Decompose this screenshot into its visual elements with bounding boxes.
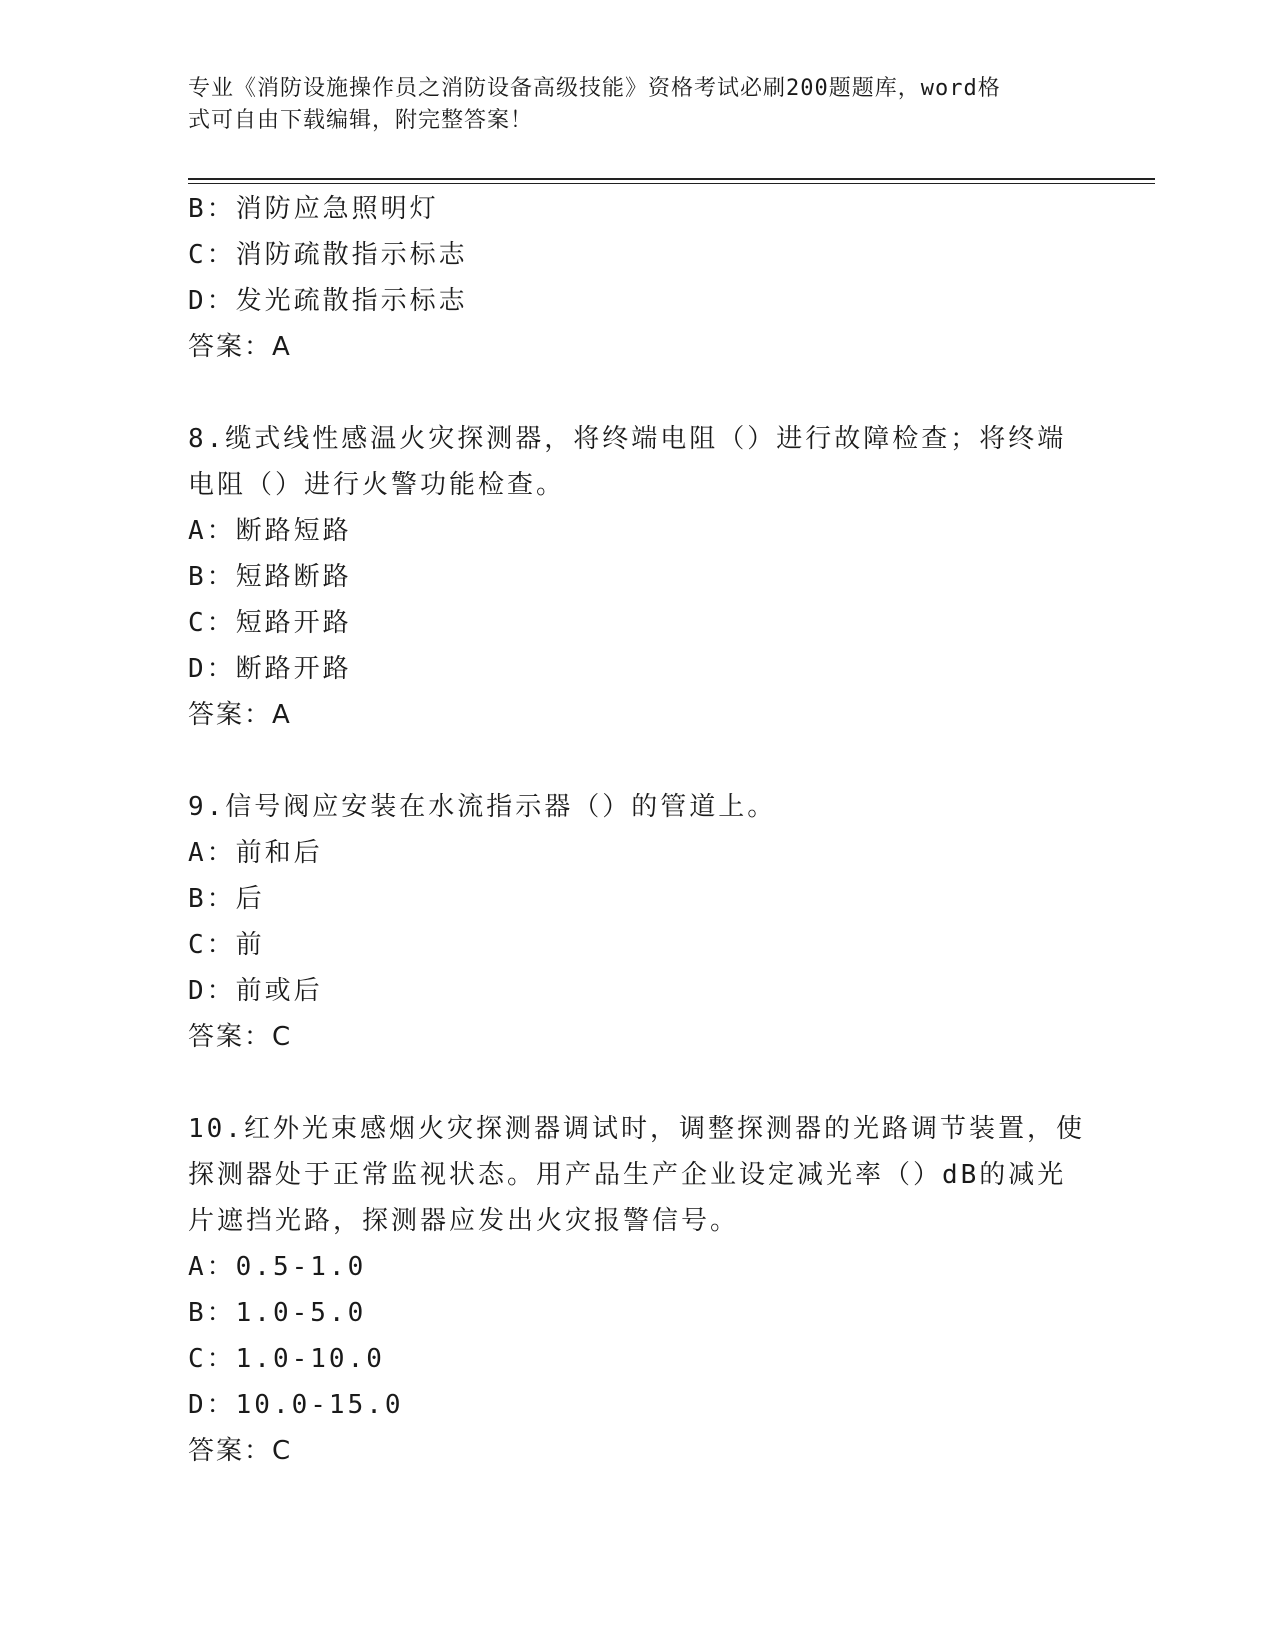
question-text: 8.缆式线性感温火灾探测器，将终端电阻（）进行故障检查；将终端 bbox=[188, 424, 1067, 454]
header-line-2: 式可自由下载编辑，附完整答案！ bbox=[188, 108, 534, 133]
answer-line: 答案：C bbox=[188, 1436, 293, 1466]
header-divider-thin bbox=[188, 183, 1155, 184]
question-8 bbox=[188, 416, 1088, 738]
option-a: A：前和后 bbox=[188, 838, 323, 868]
option-c: C：1.0-10.0 bbox=[188, 1344, 385, 1374]
header-line-1: 专业《消防设施操作员之消防设备高级技能》资格考试必刷200题题库，word格 bbox=[188, 76, 1001, 101]
option-b: B：后 bbox=[188, 884, 265, 914]
answer-line: 答案：A bbox=[188, 700, 292, 730]
option-d: D：前或后 bbox=[188, 976, 323, 1006]
option-a: A：断路短路 bbox=[188, 516, 352, 546]
question-text: 电阻（）进行火警功能检查。 bbox=[188, 470, 566, 500]
option-c: C：消防疏散指示标志 bbox=[188, 240, 468, 270]
question-text: 10.红外光束感烟火灾探测器调试时，调整探测器的光路调节装置，使 bbox=[188, 1114, 1085, 1144]
option-b: B：消防应急照明灯 bbox=[188, 194, 439, 224]
spacer bbox=[188, 1060, 1088, 1106]
document-header bbox=[188, 73, 1068, 137]
option-d: D：发光疏散指示标志 bbox=[188, 286, 468, 316]
question-text: 片遮挡光路，探测器应发出火灾报警信号。 bbox=[188, 1206, 740, 1236]
option-d: D：10.0-15.0 bbox=[188, 1390, 404, 1420]
option-d: D：断路开路 bbox=[188, 654, 352, 684]
spacer bbox=[188, 738, 1088, 784]
question-text: 9.信号阀应安装在水流指示器（）的管道上。 bbox=[188, 792, 777, 822]
header-divider-thick bbox=[188, 178, 1155, 180]
option-b: B：1.0-5.0 bbox=[188, 1298, 367, 1328]
answer-line: 答案：C bbox=[188, 1022, 293, 1052]
question-10 bbox=[188, 1106, 1088, 1474]
question-text: 探测器处于正常监视状态。用产品生产企业设定减光率（）dB的减光 bbox=[188, 1160, 1067, 1190]
question-list bbox=[188, 186, 1088, 1474]
option-a: A：0.5-1.0 bbox=[188, 1252, 367, 1282]
option-b: B：短路断路 bbox=[188, 562, 352, 592]
option-c: C：前 bbox=[188, 930, 265, 960]
question-7-partial bbox=[188, 186, 1088, 370]
spacer bbox=[188, 370, 1088, 416]
option-c: C：短路开路 bbox=[188, 608, 352, 638]
question-9 bbox=[188, 784, 1088, 1060]
answer-line: 答案：A bbox=[188, 332, 292, 362]
